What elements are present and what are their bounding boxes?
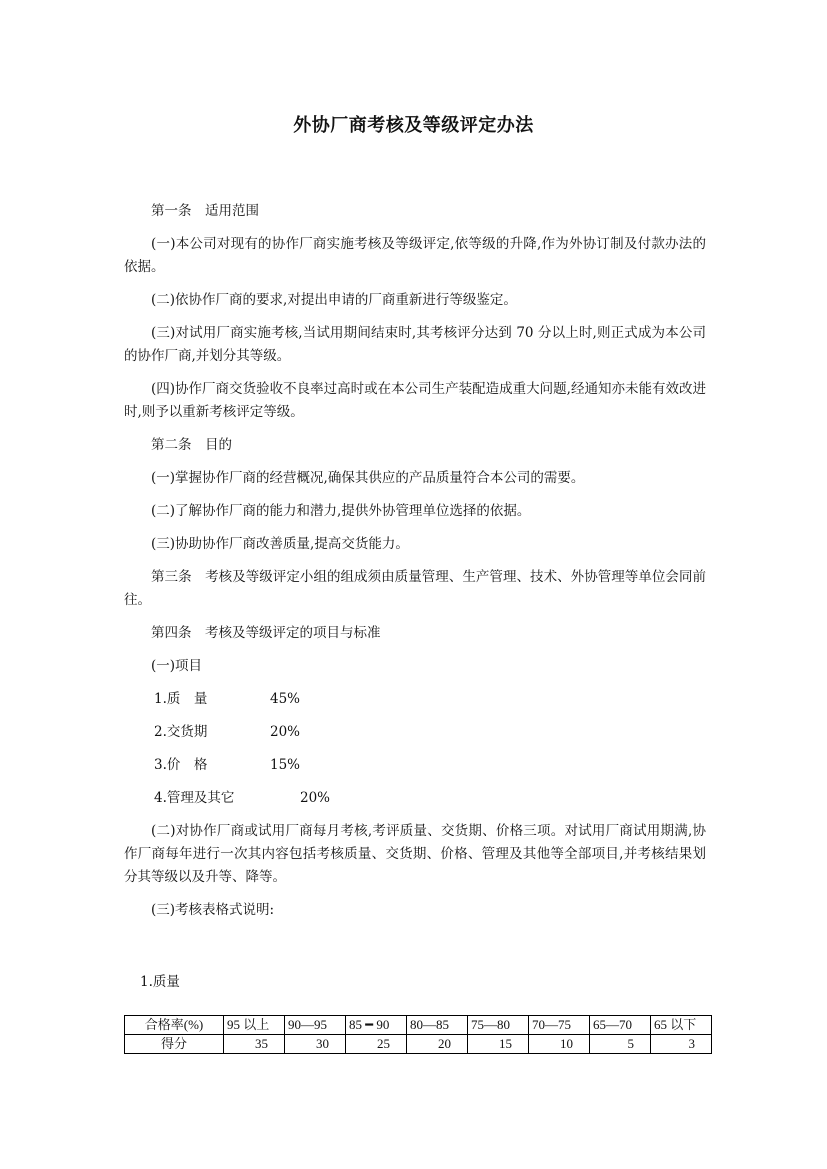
table-cell: 25 bbox=[346, 1035, 407, 1054]
item-weight: 20% bbox=[300, 790, 331, 806]
item-label: 3.价 格 bbox=[154, 757, 208, 773]
article-2-clause-3: (三)协助协作厂商改善质量,提高交货能力。 bbox=[151, 536, 409, 552]
table-cell: 85 ━ 90 bbox=[346, 1016, 407, 1035]
table-row bbox=[125, 1035, 712, 1054]
article-1-clause-2: (二)依协作厂商的要求,对提出申请的厂商重新进行等级鉴定。 bbox=[151, 292, 517, 308]
table-header-cell: 合格率(%) bbox=[125, 1016, 224, 1035]
article-4-clause-2: (二)对协作厂商或试用厂商每月考核,考评质量、交货期、价格三项。对试用厂商试用期满,协作厂商每年进行一次其内容包括考核质量、交货期、价格、管理及其他等全部项目,并考核结果划分其等级以及升等、降等。 bbox=[124, 823, 706, 885]
item-label: 1.质 量 bbox=[154, 691, 208, 707]
item-row bbox=[124, 721, 706, 744]
table-cell: 75—80 bbox=[468, 1016, 529, 1035]
article-1-clause-3: (三)对试用厂商实施考核,当试用期间结束时,其考核评分达到 70 分以上时,则正式成为本公司的协作厂商,并划分其等级。 bbox=[124, 325, 706, 364]
article-2-clause-1: (一)掌握协作厂商的经营概况,确保其供应的产品质量符合本公司的需要。 bbox=[151, 470, 585, 486]
article-4-clause-3: (三)考核表格式说明: bbox=[151, 902, 275, 918]
article-3: 第三条 考核及等级评定小组的组成须由质量管理、生产管理、技术、外协管理等单位会同前往。 bbox=[124, 569, 706, 608]
table-cell: 65—70 bbox=[590, 1016, 651, 1035]
quality-section-title: 1.质量 bbox=[140, 974, 180, 990]
table-header-cell: 得分 bbox=[125, 1035, 224, 1054]
table-cell: 3 bbox=[651, 1035, 712, 1054]
table-cell: 80—85 bbox=[407, 1016, 468, 1035]
table-cell: 65 以下 bbox=[651, 1016, 712, 1035]
table-cell: 70—75 bbox=[529, 1016, 590, 1035]
document-body bbox=[124, 200, 706, 932]
document-title: 外协厂商考核及等级评定办法 bbox=[293, 115, 534, 136]
article-1-clause-1: (一)本公司对现有的协作厂商实施考核及等级评定,依等级的升降,作为外协订制及付款办法的依据。 bbox=[124, 236, 706, 275]
item-weight: 15% bbox=[270, 757, 301, 773]
item-weight: 20% bbox=[270, 724, 301, 740]
item-row bbox=[124, 787, 706, 810]
item-label: 4.管理及其它 bbox=[154, 790, 235, 806]
quality-score-table bbox=[124, 1015, 712, 1054]
table-cell: 5 bbox=[590, 1035, 651, 1054]
item-weight: 45% bbox=[270, 691, 301, 707]
table-cell: 90—95 bbox=[285, 1016, 346, 1035]
article-2-heading: 第二条 目的 bbox=[151, 437, 232, 453]
item-row bbox=[124, 688, 706, 711]
article-1-clause-4: (四)协作厂商交货验收不良率过高时或在本公司生产装配造成重大问题,经通知亦未能有效改进时,则予以重新考核评定等级。 bbox=[124, 381, 706, 420]
table-cell: 95 以上 bbox=[224, 1016, 285, 1035]
table-cell: 30 bbox=[285, 1035, 346, 1054]
item-row bbox=[124, 754, 706, 777]
article-4-heading: 第四条 考核及等级评定的项目与标准 bbox=[151, 625, 381, 641]
table-cell: 10 bbox=[529, 1035, 590, 1054]
table-cell: 15 bbox=[468, 1035, 529, 1054]
article-1-heading: 第一条 适用范围 bbox=[151, 203, 259, 219]
article-4-clause-1: (一)项目 bbox=[151, 658, 203, 674]
table-cell: 35 bbox=[224, 1035, 285, 1054]
item-label: 2.交货期 bbox=[154, 724, 208, 740]
table-row bbox=[125, 1016, 712, 1035]
table-cell: 20 bbox=[407, 1035, 468, 1054]
article-2-clause-2: (二)了解协作厂商的能力和潜力,提供外协管理单位选择的依据。 bbox=[151, 503, 531, 519]
